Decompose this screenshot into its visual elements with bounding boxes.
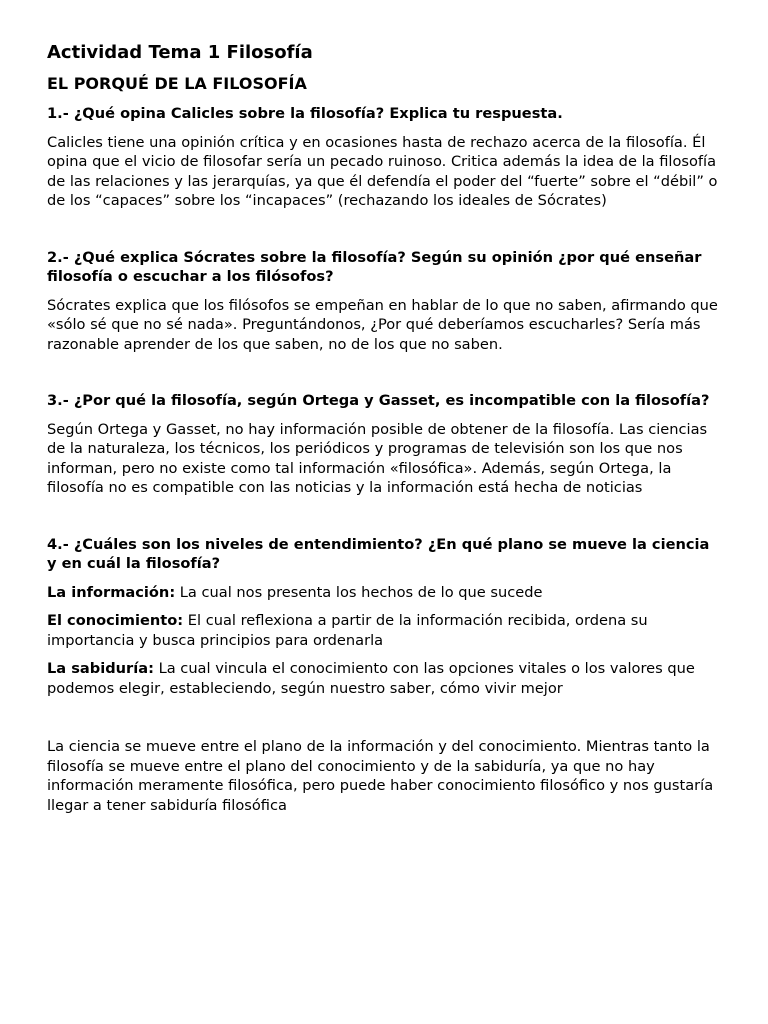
question-1: 1.- ¿Qué opina Calicles sobre la filosofía? Explica tu respuesta.	[47, 105, 563, 122]
level-sabiduria	[47, 659, 722, 698]
question-4: 4.- ¿Cuáles son los niveles de entendimiento? ¿En qué plano se mueve la ciencia y en cuál la filosofía?	[47, 535, 710, 572]
question-3: 3.- ¿Por qué la filosofía, según Ortega y Gasset, es incompatible con la filosofía?	[47, 392, 710, 409]
level-text: El cual reflexiona a partir de la información recibida, ordena su importancia y busca principios para ordenarla	[47, 612, 648, 649]
level-informacion	[47, 583, 722, 603]
document-subtitle: EL PORQUÉ DE LA FILOSOFÍA	[47, 74, 307, 93]
level-term: La información:	[47, 583, 176, 601]
answer-4-conclusion: La ciencia se mueve entre el plano de la información y del conocimiento. Mientras tanto la filosofía se mueve entre el plano del conocimiento y de la sabiduría, ya que no hay información meramente filosófica, pero puede haber conocimiento filosófico y nos gustaría llegar a tener sabiduría filosófica	[47, 738, 714, 814]
level-text: La cual vincula el conocimiento con las opciones vitales o los valores que podemos elegir, estableciendo, según nuestro saber, cómo vivir mejor	[47, 660, 695, 697]
answer-3: Según Ortega y Gasset, no hay información posible de obtener de la filosofía. Las ciencias de la naturaleza, los técnicos, los periódicos y programas de televisión son los que nos informan, pero no existe como tal información «filosófica». Además, según Ortega, la filosofía no es compatible con las noticias y la información está hecha de noticias	[47, 420, 708, 496]
question-2: 2.- ¿Qué explica Sócrates sobre la filosofía? Según su opinión ¿por qué enseñar filosofía o escuchar a los filósofos?	[47, 248, 702, 285]
level-text: La cual nos presenta los hechos de lo que sucede	[175, 583, 543, 601]
answer-1: Calicles tiene una opinión crítica y en ocasiones hasta de rechazo acerca de la filosofía. Él opina que el vicio de filosofar sería un pecado ruinoso. Critica además la idea de la filosofía de las relaciones y las jerarquías, ya que él defendía el poder del “fuerte” sobre el “débil” o de los “capaces” sobre los “incapaces” (rechazando los ideales de Sócrates)	[47, 133, 718, 209]
level-conocimiento	[47, 611, 722, 650]
level-term: El conocimiento:	[47, 612, 184, 629]
answer-2: Sócrates explica que los filósofos se empeñan en hablar de lo que no saben, afirmando que «sólo sé que no sé nada». Preguntándonos, ¿Por qué deberíamos escucharles? Sería más razonable aprender de los que saben, no de los que no saben.	[47, 296, 718, 353]
level-term: La sabiduría:	[47, 660, 154, 677]
document-title: Actividad Tema 1 Filosofía	[47, 42, 313, 63]
